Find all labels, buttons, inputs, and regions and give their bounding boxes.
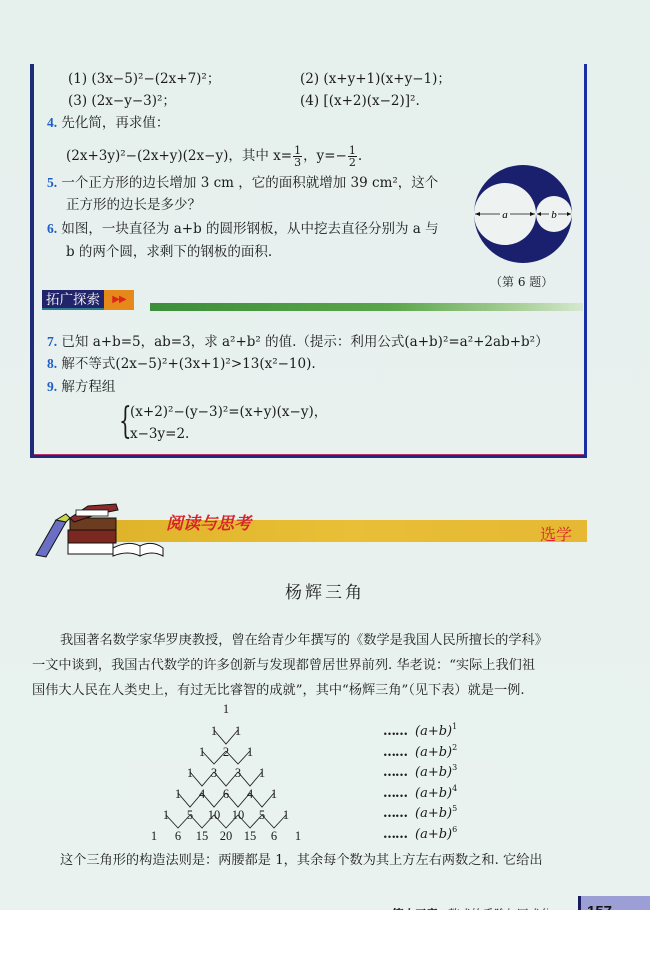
expansion-row: …… $(a+b)^4$ <box>383 783 458 801</box>
question-6: 6. 如图，一块直径为 a+b 的圆形钢板，从中挖去直径分别为 a 与 <box>47 221 439 237</box>
rule-paragraph: 这个三角形的构造法则是：两腰都是 1，其余每个数为其上方左右两数之和. 它给出 <box>60 853 543 868</box>
double-arrow-icon: ▶▶ <box>104 290 134 310</box>
books-icon <box>28 500 168 560</box>
label-a: a <box>502 209 508 221</box>
expansion-row: …… $(a+b)^6$ <box>383 824 458 842</box>
expansion-row: …… $(a+b)^1$ <box>383 722 458 739</box>
equation-2: x−3y=2. <box>130 426 190 442</box>
question-number: 4. <box>47 115 58 130</box>
fraction-y: $\frac{1}{2}$ <box>348 144 356 169</box>
q3-item-3: (3) (2x−y−3)²； <box>68 93 176 109</box>
question-7: 7. 已知 a+b=5，ab=3，求 a²+b² 的值.（提示：利用公式(a+b)²=a²+2ab+b²） <box>47 334 549 350</box>
elective-label: 选学 <box>540 525 573 544</box>
binomial-expansions-list <box>383 722 457 845</box>
question-5-line-2: 正方形的边长是多少？ <box>66 197 201 213</box>
fraction-x: $\frac{1}{3}$ <box>294 144 302 169</box>
question-8: 8. 解不等式(2x−5)²+(3x+1)²>13(x²−10). <box>47 356 316 372</box>
label-b: b <box>551 209 557 221</box>
explore-title: 拓广探索 <box>42 290 104 310</box>
question-4: 4. 先化简，再求值： <box>47 115 170 131</box>
q3-item-2: (2) (x+y+1)(x+y−1)； <box>300 71 451 87</box>
page-bottom-margin <box>0 910 650 972</box>
article-title: 杨辉三角 <box>285 583 365 603</box>
triangle-connector-lines <box>130 700 330 850</box>
question-9: 9. 解方程组 <box>47 379 116 395</box>
expansion-row: …… $(a+b)^5$ <box>383 804 458 821</box>
question-4-expression: (2x+3y)²−(2x+y)(2x−y)，其中 x= $\frac{1}{3}$ ，y=− $\frac{1}{2}$ . <box>66 144 363 169</box>
q3-item-1: (1) (3x−5)²−(2x+7)²； <box>68 71 221 87</box>
pascal-triangle: 1 1 1 1 2 1 1 3 3 1 1 4 6 4 1 1 5 10 10 5 1 1 6 15 20 15 6 1 <box>130 700 330 850</box>
equation-1: (x+2)²−(y−3)²=(x+y)(x−y)， <box>130 404 328 420</box>
question-5: 5. 一个正方形的边长增加 3 cm ，它的面积就增加 39 cm²，这个 <box>47 175 439 191</box>
brace-symbol: { <box>119 401 132 442</box>
expansion-row: …… $(a+b)^2$ <box>383 742 458 760</box>
expansion-row: …… $(a+b)^3$ <box>383 763 458 780</box>
explore-section-header <box>42 290 134 310</box>
explore-divider-bar <box>150 303 583 311</box>
figure-caption: （第 6 题） <box>490 275 554 289</box>
circle-figure <box>473 164 573 264</box>
question-6-line-2: b 的两个圆，求剩下的钢板的面积. <box>66 244 273 260</box>
reading-section-title: 阅读与思考 <box>166 514 251 534</box>
intro-paragraph: 我国著名数学家华罗庚教授，曾在给青少年撰写的《数学是我国人民所擅长的学科》 一文中谈到，我国古代数学的许多创新与发现都曾居世界前列. 华老说：“实际上我们祖 国伟大人民在人类史上，有过无比睿智的成就”，其中“杨辉三角”（见下表）就是一例. <box>32 633 548 698</box>
q3-item-4: (4) [(x+2)(x−2)]². <box>300 93 420 109</box>
